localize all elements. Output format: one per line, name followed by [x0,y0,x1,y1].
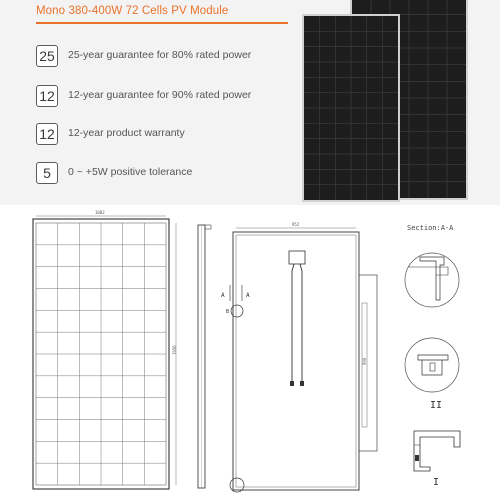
width-dimension: 1002 [95,210,105,215]
product-title: Mono 380-400W 72 Cells PV Module [36,5,229,17]
feature-number-badge: 25 [36,45,58,67]
section-details [405,224,460,488]
front-view [33,210,177,489]
feature-text: 25-year guarantee for 80% rated power [68,49,252,61]
title-underline [36,22,288,24]
callout-b-label: B [226,309,230,315]
detail-i-label: I [433,477,440,488]
mount-dimension: 990 [362,357,367,365]
junction-box [289,251,305,264]
feature-text: 12-year guarantee for 90% rated power [68,89,252,101]
feature-text: 0 ~ +5W positive tolerance [68,166,193,178]
cut-label-right: A [246,292,250,299]
section-label: Section:A-A [407,224,454,232]
back-view [233,222,377,490]
height-dimension: 1956 [172,345,177,355]
feature-number-badge: 12 [36,85,58,107]
cut-label-left: A [221,292,225,299]
feature-number-badge: 5 [36,162,58,184]
product-banner [0,0,500,205]
feature-text: 12-year product warranty [68,127,185,139]
detail-ii-label: II [430,400,443,411]
side-view [198,225,250,492]
technical-drawing [0,205,500,500]
solar-panel-image-front [302,14,400,202]
frame-width-dimension: 952 [292,222,300,227]
feature-number-badge: 12 [36,123,58,145]
